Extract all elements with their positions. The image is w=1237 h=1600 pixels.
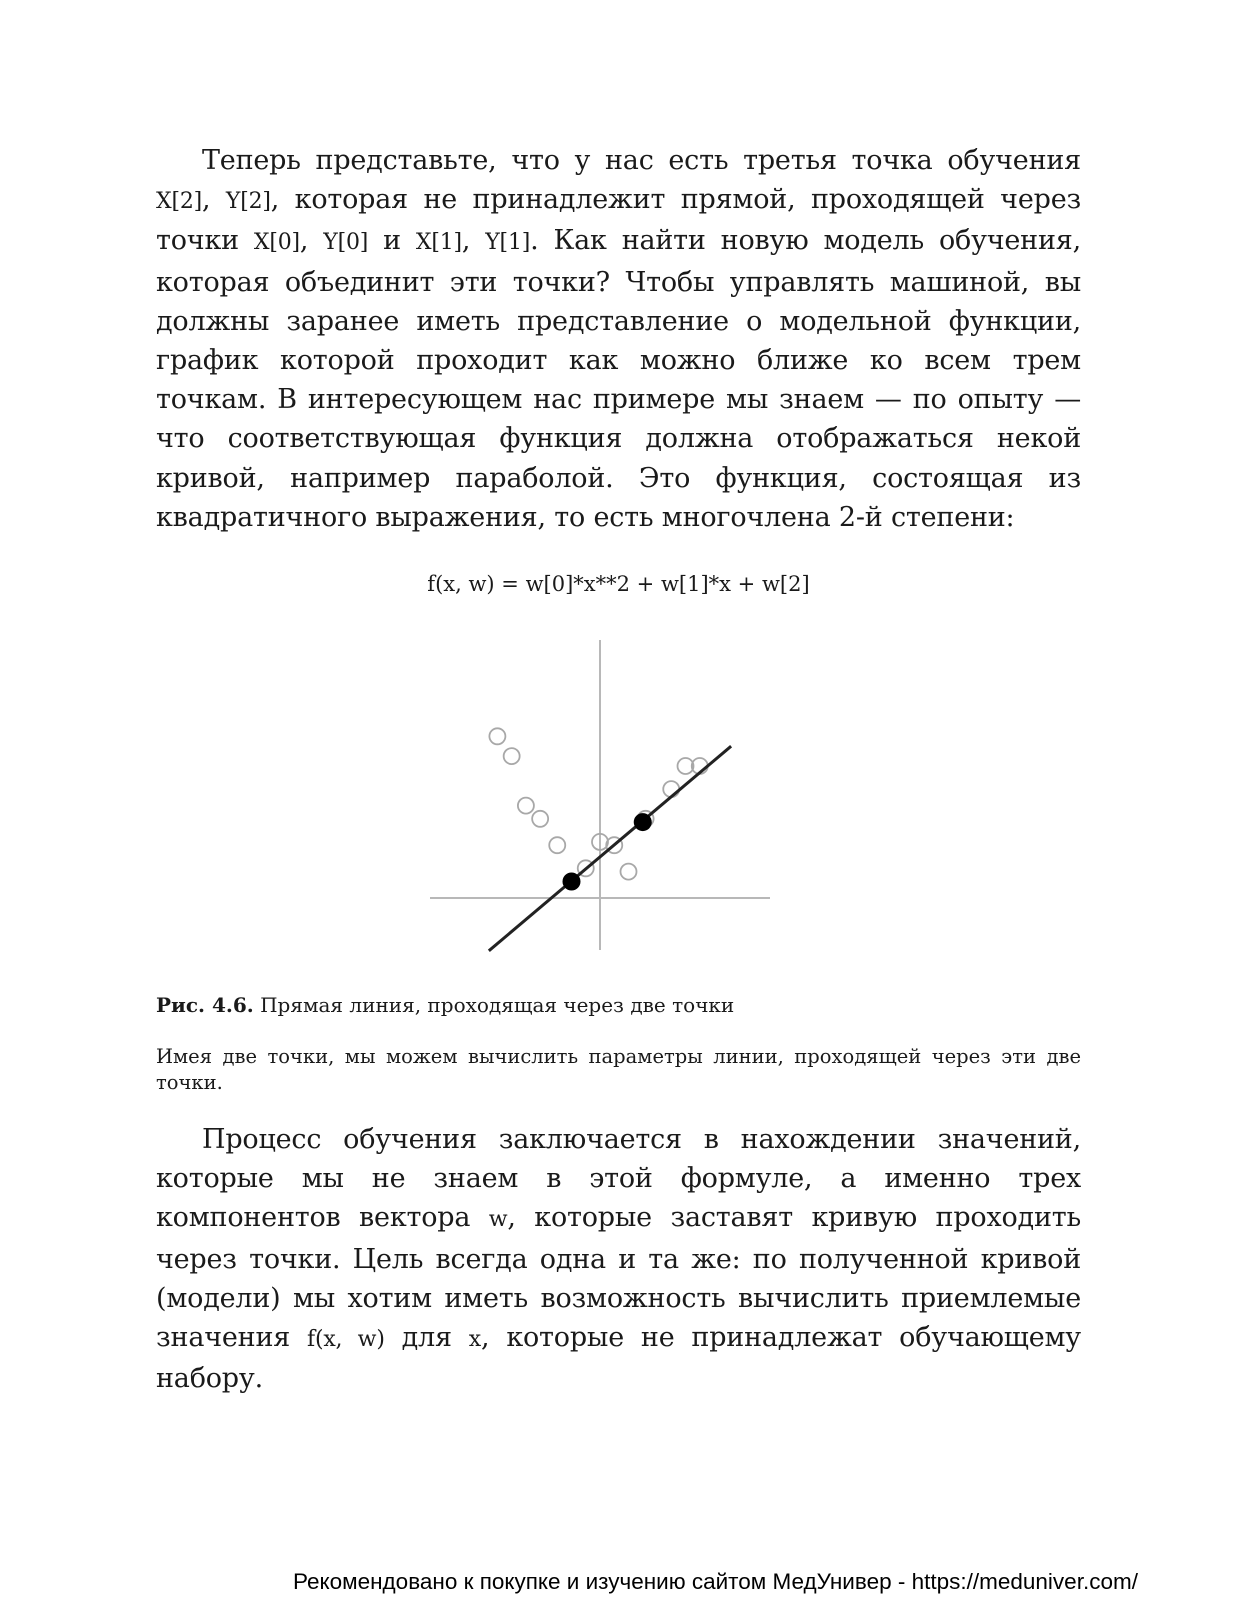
training-point bbox=[634, 813, 652, 831]
code-x: x bbox=[468, 1327, 481, 1353]
open-point bbox=[518, 798, 534, 814]
open-point bbox=[504, 748, 520, 764]
code-y2: Y[2] bbox=[225, 189, 271, 215]
code-y0: Y[0] bbox=[323, 230, 369, 256]
open-point bbox=[663, 781, 679, 797]
caption-label: Рис. 4.6. bbox=[156, 993, 254, 1017]
code-x2: X[2] bbox=[156, 189, 203, 215]
formula: f(x, w) = w[0]*x**2 + w[1]*x + w[2] bbox=[427, 572, 810, 596]
code-x0: X[0] bbox=[253, 230, 300, 256]
open-point bbox=[489, 728, 505, 744]
code-w: w bbox=[488, 1207, 508, 1233]
code-y1: Y[1] bbox=[485, 230, 531, 256]
footer-recommendation: Рекомендовано к покупке и изучению сайтом МедУнивер - https://meduniver.com/ bbox=[293, 1569, 1138, 1594]
open-point bbox=[549, 837, 565, 853]
training-point bbox=[563, 873, 581, 891]
scatter-figure bbox=[430, 640, 790, 970]
figure-note: Имея две точки, мы можем вычислить параметры линии, проходящей через эти две точки. bbox=[156, 1045, 1081, 1094]
open-point bbox=[621, 864, 637, 880]
code-fxw: f(x, w) bbox=[307, 1327, 385, 1353]
paragraph-intro: Теперь представьте, что у нас есть третья точка обучения X[2], Y[2], которая не принадлежит прямой, проходящей через точки X[0], Y[0] и X[1], Y[1]. Как найти новую модель обучения, которая объединит эти точки? Чтобы управлять машиной, вы должны заранее иметь представление о модельной функции, график которой проходит как можно ближе ко всем трем точкам. В интересующем нас примере мы знаем — по опыту — что соответствующая функция должна отображаться некой кривой, например параболой. Это функция, состоящая из квадратичного выражения, то есть многочлена 2-й степени: bbox=[156, 145, 1081, 533]
fit-line bbox=[489, 746, 731, 951]
figure-caption bbox=[156, 993, 1081, 1017]
caption-text: Прямая линия, проходящая через две точки bbox=[253, 993, 735, 1017]
paragraph-learning: Процесс обучения заключается в нахождении значений, которые мы не знаем в этой формуле, а именно трех компонентов вектора w, которые заставят кривую проходить через точки. Цель всегда одна и та же: по полученной кривой (модели) мы хотим иметь возможность вычислить приемлемые значения f(x, w) для x, которые не принадлежат обучающему набору. bbox=[156, 1124, 1081, 1395]
open-point bbox=[532, 811, 548, 827]
code-x1: X[1] bbox=[415, 230, 462, 256]
